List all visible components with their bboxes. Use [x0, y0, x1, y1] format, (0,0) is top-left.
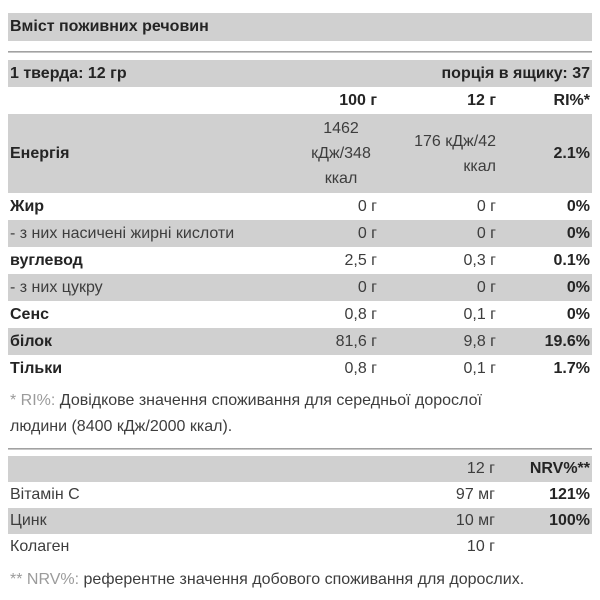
col-header-nrv-percent: NRV%**: [529, 460, 590, 477]
value-per-100g: 0,8 г: [344, 306, 377, 323]
value-per-100g: 2,5 г: [344, 252, 377, 269]
ri-percent-value: 19.6%: [544, 333, 590, 350]
ri-footnote-prefix: * RI%:: [10, 392, 56, 409]
value-per-serving: 0,3 г: [463, 252, 496, 269]
nutrient-label: Сенс: [10, 306, 50, 323]
serving-row: [8, 60, 592, 87]
value-per-100g: 0,8 г: [344, 360, 377, 377]
value-per-serving: 0,1 г: [463, 360, 496, 377]
nutrient-label: - з них насичені жирні кислоти: [10, 225, 235, 242]
value-per-serving: 0 г: [476, 198, 496, 215]
vitamin-row: [8, 482, 592, 508]
nutrient-row: [8, 193, 592, 220]
vitamin-amount: 10 г: [466, 538, 495, 555]
vitamin-row: [8, 534, 592, 560]
nutrient-rows: [8, 114, 592, 382]
vitamin-label: Колаген: [10, 538, 70, 555]
value-per-100g: 0 г: [357, 279, 377, 296]
col-header-12g: 12 г: [466, 460, 495, 477]
ri-percent-value: 2.1%: [553, 145, 590, 162]
value-per-serving: 176 кДж/42 ккал: [414, 132, 496, 175]
nutrient-label: - з них цукру: [10, 279, 103, 296]
ri-percent-value: 0%: [566, 279, 590, 296]
vitamin-rows: [8, 482, 592, 560]
nrv-footnote-text: референтне значення добового споживання для дорослих.: [83, 571, 525, 588]
value-per-100g: 0 г: [357, 225, 377, 242]
value-per-100g: 0 г: [357, 198, 377, 215]
nrv-footnote: [8, 567, 592, 593]
value-per-serving: 0,1 г: [463, 306, 496, 323]
nutrient-row: [8, 301, 592, 328]
value-per-serving: 0 г: [476, 279, 496, 296]
vitamin-row: [8, 508, 592, 534]
vitamin-amount: 10 мг: [455, 512, 495, 529]
nutrient-row: [8, 328, 592, 355]
ri-percent-value: 0%: [566, 225, 590, 242]
vitamin-label: Вітамін С: [10, 486, 80, 503]
value-per-100g: 81,6 г: [335, 333, 377, 350]
vitamin-label: Цинк: [10, 512, 47, 529]
nutrient-row: [8, 114, 592, 193]
nrv-percent-value: 100%: [549, 512, 590, 529]
nutrient-row: [8, 355, 592, 382]
vitamins-table: [8, 456, 592, 593]
section-title: Вміст поживних речовин: [10, 18, 209, 35]
nrv-percent-value: 121%: [549, 486, 590, 503]
nutrient-label: Тільки: [10, 360, 63, 377]
value-per-100g: 1462 кДж/348 ккал: [311, 120, 371, 187]
ri-percent-value: 0.1%: [553, 252, 590, 269]
ri-footnote-text: Довідкове значення споживання для середньої дорослої людини (8400 кДж/2000 ккал).: [10, 392, 482, 435]
serving-size-label: 1 тверда: 12 гр: [10, 65, 127, 82]
servings-per-box-label: порція в ящику: 37: [441, 65, 590, 82]
vitamins-header-row: [8, 456, 592, 482]
column-header-row: [8, 87, 592, 114]
nutrient-row: [8, 220, 592, 247]
vitamin-amount: 97 мг: [455, 486, 495, 503]
section-title-bar: [8, 13, 592, 41]
ri-percent-value: 0%: [566, 198, 590, 215]
nutrient-row: [8, 247, 592, 274]
value-per-serving: 9,8 г: [463, 333, 496, 350]
nrv-footnote-prefix: ** NRV%:: [10, 571, 80, 588]
col-header-ri-percent: RI%*: [553, 92, 590, 109]
col-header-12g: 12 г: [467, 92, 496, 109]
nutrient-label: вуглевод: [10, 252, 83, 269]
nutrient-row: [8, 274, 592, 301]
nutrition-table: [8, 60, 592, 440]
ri-percent-value: 1.7%: [553, 360, 590, 377]
nutrient-label: Енергія: [10, 145, 70, 162]
ri-percent-value: 0%: [566, 306, 590, 323]
col-header-100g: 100 г: [339, 92, 377, 109]
divider: [8, 448, 592, 450]
value-per-serving: 0 г: [476, 225, 496, 242]
nutrient-label: Жир: [10, 198, 45, 215]
nutrient-label: білок: [10, 333, 53, 350]
divider: [8, 51, 592, 53]
ri-footnote: [8, 388, 513, 440]
